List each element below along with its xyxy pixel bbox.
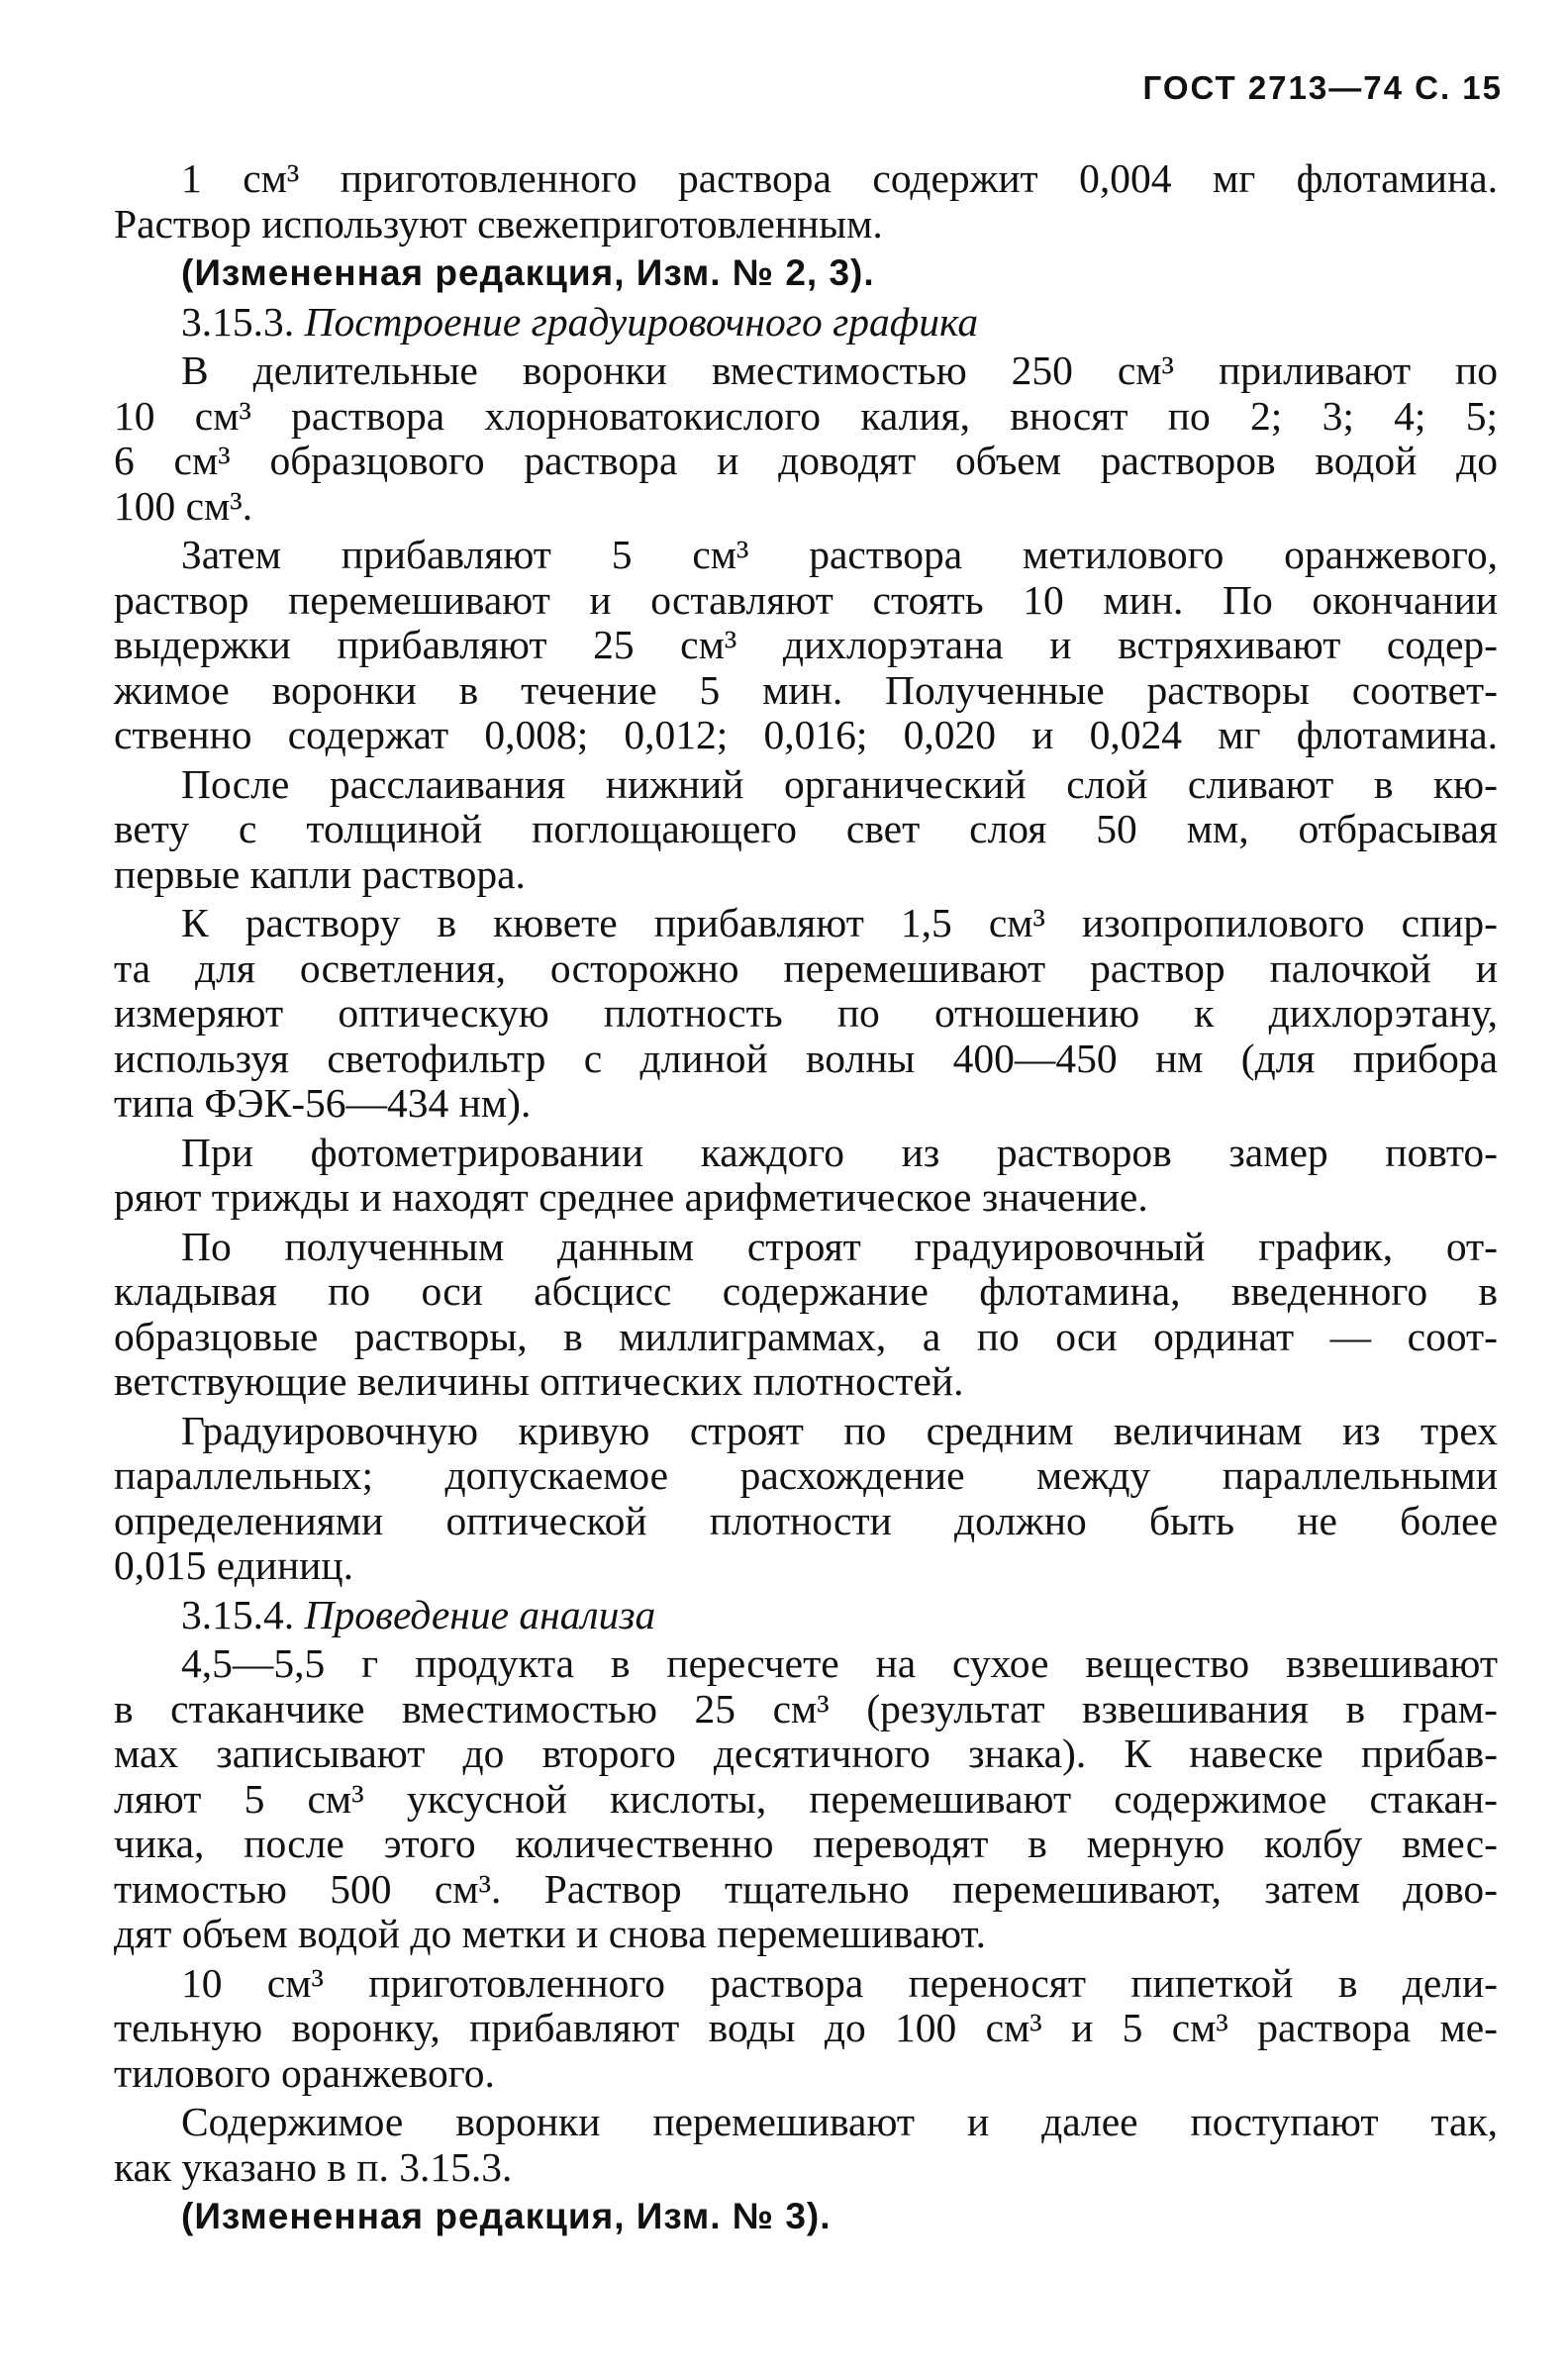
text-line: первые капли раствора.	[114, 850, 526, 897]
document-body	[114, 156, 1498, 2243]
text-line: вету с толщиной поглощающего свет слоя 50 мм, отбрасывая	[114, 806, 1498, 851]
paragraph-6	[114, 1131, 1498, 1221]
text-line: ветствующие величины оптических плотностей.	[114, 1358, 964, 1404]
text-line: ственно содержат 0,008; 0,012; 0,016; 0,020 и 0,024 мг флотамина.	[114, 712, 1498, 757]
text-line: мах записывают до второго десятичного знака). К навеске прибав-	[114, 1731, 1498, 1776]
page-header: ГОСТ 2713—74 С. 15	[1142, 69, 1503, 106]
text-line: При фотометрировании каждого из растворов замер повто-	[181, 1129, 1498, 1175]
paragraph-7	[114, 1225, 1498, 1405]
text-line: 1 см³ приготовленного раствора содержит 0,004 мг флотамина.	[181, 155, 1498, 201]
text-line: ляют 5 см³ уксусной кислоты, перемешивают содержимое стакан-	[114, 1775, 1498, 1822]
text-line: тельную воронку, прибавляют воды до 100 см³ и 5 см³ раствора ме-	[114, 2005, 1498, 2050]
text-line: ряют трижды и находят среднее арифметическое значение.	[114, 1174, 1148, 1220]
text-line: выдержки прибавляют 25 см³ дихлорэтана и встряхивают содер-	[114, 622, 1498, 667]
paragraph-9	[114, 1641, 1498, 1957]
section-heading-3-15-3	[114, 300, 1498, 346]
text-line: определениями оптической плотности должно быть не более	[114, 1497, 1498, 1543]
paragraph-2	[114, 348, 1498, 529]
text-line: 100 см³.	[114, 482, 253, 529]
text-line: кладывая по оси абсцисс содержание флотамина, введенного в	[114, 1268, 1498, 1314]
text-line: 10 см³ приготовленного раствора переносят пипеткой в дели-	[181, 1959, 1498, 2006]
text-line: параллельных; допускаемое расхождение между параллельными	[114, 1452, 1498, 1498]
text-line: в стаканчике вместимостью 25 см³ (результат взвешивания в грам-	[114, 1685, 1498, 1731]
text-line: та для осветления, осторожно перемешивают раствор палочкой и	[114, 944, 1498, 991]
text-line: 10 см³ раствора хлорноватокислого калия, вносят по 2; 3; 4; 5;	[114, 392, 1498, 439]
section-title: Проведение анализа	[304, 1591, 656, 1637]
text-line: Затем прибавляют 5 см³ раствора метилового оранжевого,	[181, 532, 1498, 577]
text-line: используя светофильтр с длиной волны 400—450 нм (для прибора	[114, 1035, 1498, 1081]
text-line: типа ФЭК-56—434 нм).	[114, 1080, 532, 1126]
text-line: По полученным данным строят градуировочный график, от-	[181, 1223, 1498, 1269]
paragraph-1	[114, 156, 1498, 247]
paragraph-10	[114, 1961, 1498, 2097]
text-line: 0,015 единиц.	[114, 1542, 353, 1588]
text-line: дят объем водой до метки и снова перемешивают.	[114, 1911, 986, 1956]
text-line: 6 см³ образцового раствора и доводят объем растворов водой до	[114, 438, 1498, 483]
section-number: 3.15.4.	[181, 1591, 295, 1637]
section-number: 3.15.3.	[181, 298, 295, 345]
text-line: раствор перемешивают и оставляют стоять 10 мин. По окончании	[114, 576, 1498, 623]
text-line: После расслаивания нижний органический слой сливают в кю-	[181, 760, 1498, 807]
paragraph-3	[114, 533, 1498, 758]
text-line: тимостью 500 см³. Раствор тщательно перемешивают, затем дово-	[114, 1865, 1498, 1912]
amendment-text: (Измененная редакция, Изм. № 3).	[181, 2196, 832, 2236]
text-line: измеряют оптическую плотность по отношению к дихлорэтану,	[114, 990, 1498, 1036]
text-line: В делительные воронки вместимостью 250 см³ приливают по	[181, 347, 1498, 393]
text-line: образцовые растворы, в миллиграммах, а по оси ординат — соот-	[114, 1313, 1498, 1359]
section-title: Построение градуировочного графика	[304, 298, 979, 345]
paragraph-5	[114, 901, 1498, 1127]
text-line: 4,5—5,5 г продукта в пересчете на сухое вещество взвешивают	[181, 1640, 1498, 1686]
text-line: как указано в п. 3.15.3.	[114, 2143, 513, 2190]
text-line: чика, после этого количественно переводят в мерную колбу вмес-	[114, 1821, 1498, 1866]
text-line: Содержимое воронки перемешивают и далее поступают так,	[181, 2099, 1498, 2144]
text-line: Градуировочную кривую строят по средним величинам из трех	[181, 1407, 1498, 1453]
text-line: жимое воронки в течение 5 мин. Полученные растворы соответ-	[114, 666, 1498, 713]
text-line: К раствору в кювете прибавляют 1,5 см³ изопропилового спир-	[181, 900, 1498, 945]
paragraph-4	[114, 762, 1498, 898]
text-line: тилового оранжевого.	[114, 2049, 495, 2096]
text-line: Раствор используют свежеприготовленным.	[114, 200, 883, 247]
amendment-note	[114, 250, 1498, 296]
amendment-note	[114, 2194, 1498, 2239]
heading-line	[114, 300, 1498, 346]
paragraph-11	[114, 2100, 1498, 2190]
section-heading-3-15-4	[114, 1593, 1498, 1638]
paragraph-8	[114, 1409, 1498, 1589]
heading-line	[114, 1593, 1498, 1638]
amendment-text: (Измененная редакция, Изм. № 2, 3).	[181, 252, 875, 293]
